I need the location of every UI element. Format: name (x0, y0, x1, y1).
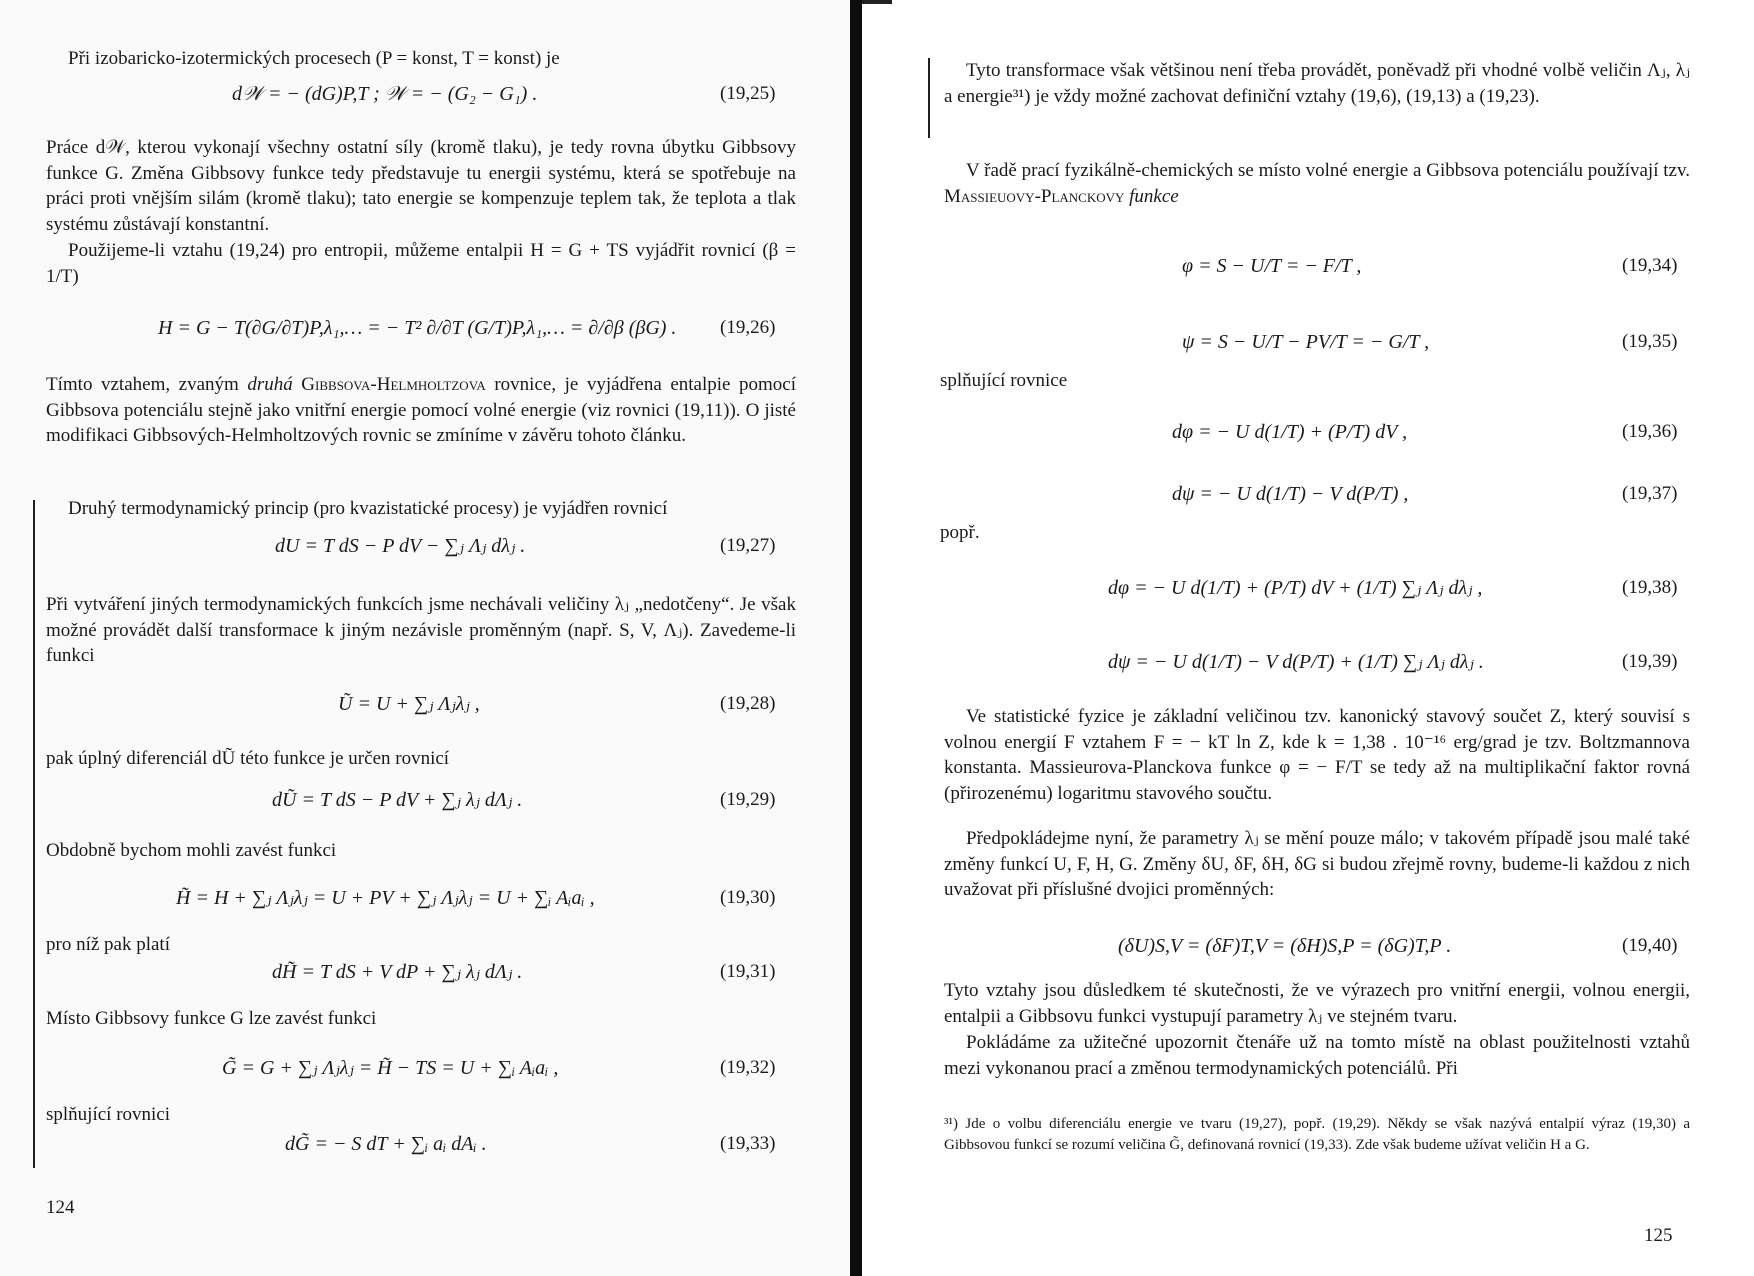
equation-number: (19,29) (720, 789, 776, 810)
equation-19-25: d𝒲 = − (dG)P,T ; 𝒲 = − (G₂ − G₁) . (232, 83, 538, 105)
paragraph (46, 372, 796, 449)
paragraph: Ve statistické fyzice je základní veličinou tzv. kanonický stavový součet Z, který souvisí s volnou energií F vztahem F = − kT ln Z, kde k = 1,38 . 10⁻¹⁶ erg/grad je tzv. Boltzmannova konstanta. Massieurova-Planckova funkce φ = − F/T se tedy až na multiplikační faktor rovná (přirozenému) logaritmu stavového součtu. (944, 706, 1690, 804)
equation-number: (19,40) (1622, 935, 1678, 956)
paragraph: Obdobně bychom mohli zavést funkci (46, 840, 337, 861)
paragraph: Při vytváření jiných termodynamických funkcích jsme nechávali veličiny λⱼ „nedotčeny“. Je však možné provádět další transformace k jiným nezávisle proměnným (např. S, V, Λⱼ). Zavedeme-li funkci (46, 594, 796, 666)
equation-19-39: dψ = − U d(1/T) − V d(P/T) + (1/T) ∑ⱼ Λⱼ dλⱼ . (1108, 651, 1484, 673)
paragraph: splňující rovnice (940, 370, 1068, 391)
paragraph: Druhý termodynamický princip (pro kvazistatické procesy) je vyjádřen rovnicí (68, 498, 668, 519)
margin-rule (33, 500, 35, 1168)
equation-number: (19,37) (1622, 483, 1678, 504)
equation-number: (19,26) (720, 317, 776, 338)
page-number: 125 (1644, 1225, 1673, 1246)
equation-number: (19,38) (1622, 577, 1678, 598)
small-caps-name: Gibbsova-Helmholtzova (292, 374, 486, 395)
equation-19-29: dŨ = T dS − P dV + ∑ⱼ λⱼ dΛⱼ . (272, 789, 523, 811)
equation-19-26: H = G − T(∂G/∂T)P,λ₁,… = − T² ∂/∂T (G/T)P,λ₁,… = ∂/∂β (βG) . (158, 317, 677, 339)
equation-19-38: dφ = − U d(1/T) + (P/T) dV + (1/T) ∑ⱼ Λⱼ dλⱼ , (1108, 577, 1483, 599)
equation-number: (19,28) (720, 693, 776, 714)
emphasis: druhá (247, 374, 293, 395)
text: Tímto vztahem, zvaným (46, 374, 248, 395)
emphasis: funkce (1124, 185, 1179, 207)
text: V řadě prací fyzikálně-chemických se místo volné energie a Gibbsova potenciálu používají tzv. (966, 160, 1690, 181)
equation-19-32: G̃ = G + ∑ⱼ Λⱼλⱼ = H̃ − TS = U + ∑ᵢ Aᵢaᵢ , (222, 1057, 559, 1079)
paragraph: Práce d𝒲, kterou vykonají všechny ostatní síly (kromě tlaku), je tedy rovna úbytku Gibbsovy funkce G. Změna Gibbsovy funkce tedy představuje tu energii systému, která se spotřebuje na práci proti vnějším silám (kromě tlaku); tato energie se kompenzuje teplem tak, že teplota a tlak systému zůstávají konstantní. (46, 137, 796, 235)
paragraph: pro níž pak platí (46, 934, 170, 955)
equation-number: (19,34) (1622, 255, 1678, 276)
paragraph (944, 158, 1690, 209)
small-caps-name: Massieuovy-Planckovy (944, 185, 1125, 207)
page-number: 124 (46, 1197, 75, 1218)
footnote: ³¹) Jde o volbu diferenciálu energie ve tvaru (19,27), popř. (19,29). Někdy se však nazývá entalpií výraz (19,30) a Gibbsovou funkcí se rozumí veličina G̃, definovaná rovnicí (19,33). Zde však budeme užívat veličin H a G. (944, 1116, 1690, 1153)
paragraph: splňující rovnici (46, 1104, 171, 1125)
paragraph: pak úplný diferenciál dŨ této funkce je určen rovnicí (46, 748, 450, 769)
equation-19-33: dG̃ = − S dT + ∑ᵢ aᵢ dAᵢ . (285, 1133, 487, 1155)
equation-number: (19,32) (720, 1057, 776, 1078)
paragraph: Předpokládejme nyní, že parametry λⱼ se mění pouze málo; v takovém případě jsou malé také změny funkcí U, F, H, G. Změny δU, δF, δH, δG si budou zřejmě rovny, budeme-li každou z nich uvažovat při příslušné dvojici proměnných: (944, 828, 1690, 900)
equation-19-27: dU = T dS − P dV − ∑ⱼ Λⱼ dλⱼ . (275, 535, 526, 557)
equation-number: (19,31) (720, 961, 776, 982)
equation-number: (19,35) (1622, 331, 1678, 352)
equation-number: (19,39) (1622, 651, 1678, 672)
equation-19-28: Ũ = U + ∑ⱼ Λⱼλⱼ , (338, 693, 480, 715)
equation-number: (19,36) (1622, 421, 1678, 442)
equation-19-40: (δU)S,V = (δF)T,V = (δH)S,P = (δG)T,P . (1118, 935, 1452, 957)
equation-19-34: φ = S − U/T = − F/T , (1182, 255, 1362, 277)
gutter-mark (862, 0, 892, 4)
equation-number: (19,27) (720, 535, 776, 556)
equation-number: (19,33) (720, 1133, 776, 1154)
book-gutter (850, 0, 862, 1276)
equation-number: (19,30) (720, 887, 776, 908)
paragraph: Použijeme-li vztahu (19,24) pro entropii, můžeme entalpii H = G + TS vyjádřit rovnicí (β = 1/T) (46, 240, 796, 287)
margin-rule (928, 58, 930, 138)
paragraph: popř. (940, 522, 980, 543)
paragraph: Místo Gibbsovy funkce G lze zavést funkci (46, 1008, 377, 1029)
equation-number: (19,25) (720, 83, 776, 104)
equation-19-35: ψ = S − U/T − PV/T = − G/T , (1182, 331, 1430, 353)
paragraph: Tyto transformace však většinou není třeba provádět, poněvadž při vhodné volbě veličin Λⱼ, λⱼ a energie³¹) je vždy možné zachovat definiční vztahy (19,6), (19,13) a (19,23). (944, 60, 1690, 107)
equation-19-30: H̃ = H + ∑ⱼ Λⱼλⱼ = U + PV + ∑ⱼ Λⱼλⱼ = U + ∑ᵢ Aᵢaᵢ , (176, 887, 595, 909)
page-124 (0, 0, 850, 1276)
paragraph: Při izobaricko-izotermických procesech (P = konst, T = konst) je (68, 48, 560, 69)
text: rovnice, je vyjádřena entalpie pomocí Gibbsova potenciálu stejně jako vnitřní energie pomocí volné energie (viz rovnici (19,11)). O jisté modifikaci Gibbsových-Helmholtzových rovnic se zmíníme v závěru tohoto článku. (46, 374, 796, 446)
paragraph: Tyto vztahy jsou důsledkem té skutečnosti, že ve výrazech pro vnitřní energii, volnou energii, entalpii a Gibbsovu funkci vystupují parametry λⱼ ve stejném tvaru. (944, 980, 1690, 1027)
paragraph: Pokládáme za užitečné upozornit čtenáře už na tomto místě na oblast použitelnosti vztahů mezi vykonanou prací a změnou termodynamických potenciálů. Při (944, 1032, 1690, 1079)
equation-19-36: dφ = − U d(1/T) + (P/T) dV , (1172, 421, 1408, 443)
equation-19-37: dψ = − U d(1/T) − V d(P/T) , (1172, 483, 1409, 505)
equation-19-31: dH̃ = T dS + V dP + ∑ⱼ λⱼ dΛⱼ . (272, 961, 523, 983)
